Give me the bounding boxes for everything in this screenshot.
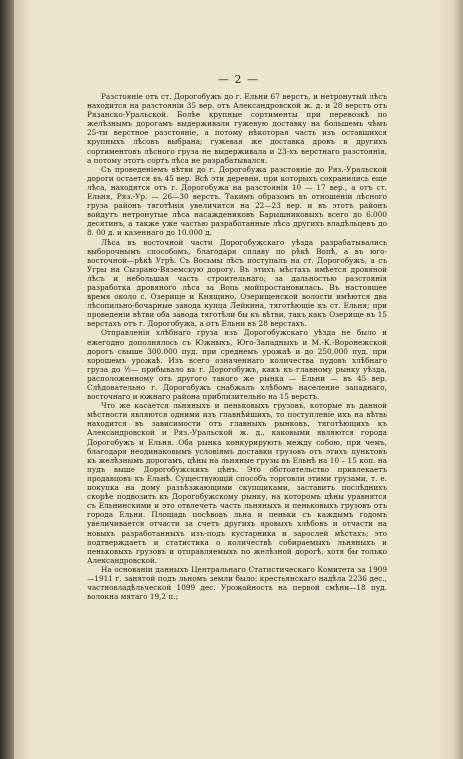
book-binding (0, 0, 14, 759)
paragraph-eastern-forests: Лѣса въ восточной части Дорогобужскаго уѣзда разрабатывались выборочнымъ способомъ, благодаря сплаву по рѣкѣ Вопѣ, а въ юго-восточной—рѣкѣ Угрѣ. Съ Восьмы лѣсъ поступалъ на ст. Дорогобужъ, а съ Угры на Сызрано-Вяземскую дорогу. Въ этихъ мѣстахъ имѣется дровяной лѣсъ и небольшая часть строительнаго; за дальностью разстоянія разработка дровяного лѣса за Вопь мойпростановилась. Въ настоящее время около с. Озерище и Княщино, Озерищенской волости имѣются два лѣсопильно-бочарные завода купца Лейкина, тяготѣющіе къ ст. Ельня; при проведеніи вѣтви оба завода тяготѣли бы къ вѣтви, такъ какъ Озерище въ 15 верстахъ отъ г. Дорогобужа, а отъ Ельни въ 28 верстахъ. (87, 237, 387, 329)
paragraph-grain-cargo: Отправленія хлѣбнаго груза изъ Дорогобужскаго уѣзда не было и ежегодно дополнялось съ Южныхъ, Юго-Западныхъ и М.-К.-Воронежской дорогъ свыше 300.000 пуд. при среднемъ урожаѣ и до 250.000 пуд. при хорошемъ урожаѣ. Изъ всего означеннаго количества пудовъ хлѣбнаго груза до ½— прибывало въ г. Дорогобужъ, какъ къ главному рынку уѣзда, расположенному отъ другого такого же рынка — Ельни — въ 45 вер. Слѣдовательно г. Дорогобужъ снабжалъ хлѣбомъ население западнаго, восточнаго и южнаго района приблизительно на 15 верстъ. (87, 328, 387, 402)
page-number: — 2 — (218, 73, 259, 86)
paragraph-statistics: На основаніи данныхъ Центральнаго Статистическаго Комитета за 1909—1911 г. занятой подъ льномъ земли было: крестьянскаго надѣла 2236 дес., частновладѣльческой 1099 дес. Урожайность на первой смѣни—18 пуд. волокна мятаго 19,2 п.; (87, 564, 387, 602)
paragraph-branch-line: Съ проведеніемъ вѣтви до г. Дорогобужа разстояніе до Ряз.-Уральской дороги остается въ 45 вер. Всѣ эти деревни, при которыхъ сохранились еще лѣса, находятся отъ г. Дорогобужа на разстояніи 10 — 17 вер., а отъ ст. Ельня, Ряз.-Ур. — 26—30 верстъ. Такимъ образомъ въ отношеніи лѣсного груза районъ тяготѣнія увеличится на 22—23 вер. и въ этотъ районъ войдутъ нетронутые лѣса насаждениковъ Барышниковыхъ всего до 6.000 десятинъ, а также уже частью разработанные лѣса другихъ владѣльцевъ до 8. 00 д. и казеннаго до 10.000 д. (87, 164, 387, 238)
paragraph-distances: Разстояніе отъ ст. Дорогобужъ до г. Ельни 67 верстъ, и нетронутый лѣсъ находится на разстояніи 35 вер. отъ Александровской ж. д. и 28 верстъ отъ Рязанско-Уральской. Болѣе крупные сортименты при перевозкѣ по желѣзнымъ дорогамъ выдерживали гужевую доставку на большемъ чѣмъ 25-ти верстное разстояніе, а потому нѣкоторая часть изъ оставшихся крупныхъ лѣсовъ выбрана; гужевая же доставка дровъ и другихъ сортиментовъ лѣсного груза не выдерживала и 23-хъ верстнаго разстоянія, а потому этотъ сортъ лѣса не разрабатывался. (87, 92, 387, 165)
page-edge-shadow (453, 0, 463, 759)
book-page (14, 0, 463, 759)
body-text (87, 92, 387, 601)
paragraph-flax-hemp: Что же касается льняныхъ и пеньковыхъ грузовъ, которые въ данной мѣстности являются одними изъ главнѣйшихъ, то поступленіе ихъ на вѣтвь находится въ зависимости отъ главныхъ рынковъ, тяготѣющихъ къ Александровской и Ряз.-Уральской ж. д., каковыми являются города Дорогобужъ и Ельня. Оба рынка конкурируютъ между собою, при чемъ, благодаря неодинаковымъ условіямъ доставки грузовъ отъ этихъ пунктовъ къ желѣзнымъ дорогамъ, цѣны на льняные грузы въ Ельнѣ на 10 – 15 коп. на пудъ выше Дорогобужскихъ цѣнъ. Это обстоятельство привлекаетъ продавцовъ къ Ельнѣ. Существующій способъ торговли этими грузами, т. е. покупка на дому разъѣзжающими скупщиками, заставитъ послѣднихъ скорѣе подвозить къ Дорогобужскому рынку, на которомъ цѣны уравнятся съ Ельнинскими и это отвлечетъ часть льняныхъ и пеньковыхъ грузовъ отъ города Ельни. Площадь посѣвовъ льна и пеньки съ каждымъ годомъ увеличивается отчасти за счетъ другихъ яровыхъ хлѣбовъ и отчасти на новыхъ разработанныхъ изъ-подъ кустарника и зарослей мѣстахъ; это подтверждаетъ и статистика о количествѣ собираемыхъ льняныхъ и пеньковыхъ грузовъ и отправляемыхъ по желѣзной дорогѣ, хотя бы только Александровской. (87, 401, 387, 565)
